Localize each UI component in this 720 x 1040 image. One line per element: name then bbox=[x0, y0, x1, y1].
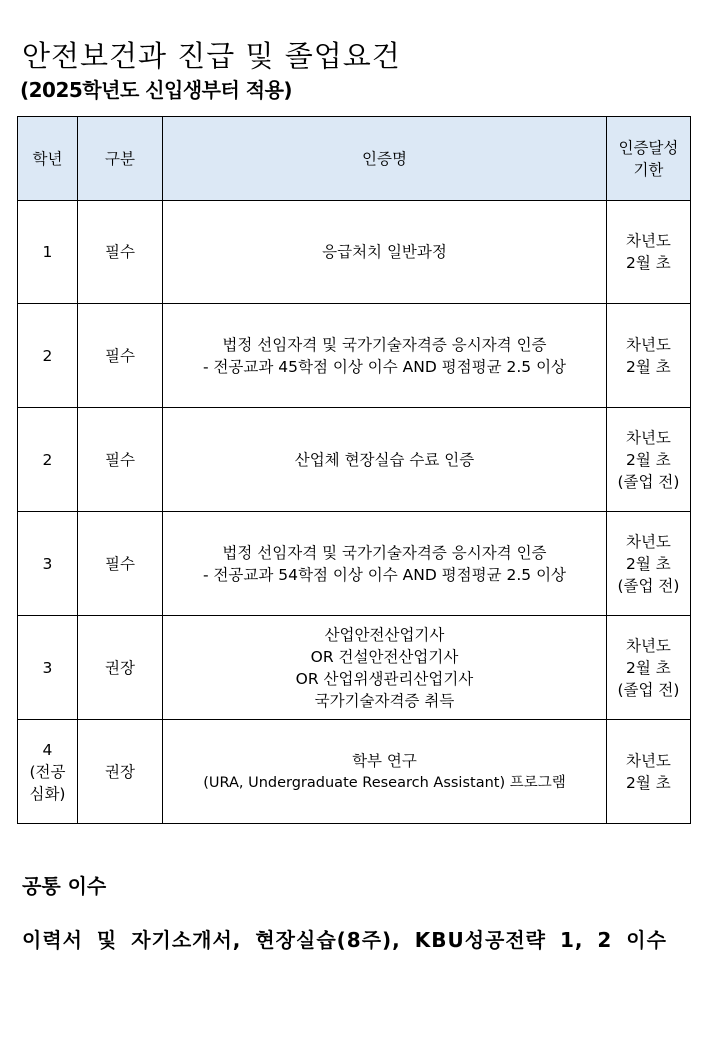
cert-line: 산업안전산업기사 bbox=[324, 625, 445, 644]
cell-type: 필수 bbox=[77, 408, 162, 512]
table-row bbox=[18, 512, 691, 616]
cert-line: 산업체 현장실습 수료 인증 bbox=[294, 450, 475, 469]
cell-year: 2 bbox=[18, 304, 78, 408]
cell-due: 차년도 2월 초 bbox=[606, 201, 690, 304]
cert-line: 응급처치 일반과정 bbox=[322, 243, 447, 261]
cell-due: 차년도 2월 초 (졸업 전) bbox=[606, 616, 690, 720]
common-requirements bbox=[22, 870, 682, 961]
cert-line: - 전공교과 45학점 이상 이수 AND 평점평균 2.5 이상 bbox=[202, 357, 567, 376]
header-due: 인증달성 기한 bbox=[606, 117, 690, 201]
cert-line: 법정 선임자격 및 국가기술자격증 응시자격 인증 bbox=[222, 543, 547, 562]
cell-due: 차년도 2월 초 bbox=[606, 304, 690, 408]
cert-line: 국가기술자격증 취득 bbox=[314, 691, 455, 710]
cell-type: 권장 bbox=[77, 720, 162, 824]
cell-cert bbox=[163, 304, 607, 408]
header-type: 구분 bbox=[77, 117, 162, 201]
cert-line: - 전공교과 54학점 이상 이수 AND 평점평균 2.5 이상 bbox=[202, 565, 567, 584]
cert-line: 학부 연구 bbox=[352, 751, 417, 770]
cell-year: 3 bbox=[18, 616, 78, 720]
cell-year: 4 (전공 심화) bbox=[18, 720, 78, 824]
cert-line: (URA, Undergraduate Research Assistant) 프로그램 bbox=[203, 774, 566, 791]
common-body: 이력서 및 자기소개서, 현장실습(8주), KBU성공전략 1, 2 이수 bbox=[22, 928, 667, 952]
header-year: 학년 bbox=[18, 117, 78, 201]
cell-year: 1 bbox=[18, 201, 78, 304]
table-row bbox=[18, 201, 691, 304]
cert-line: OR 건설안전산업기사 bbox=[310, 647, 459, 666]
cert-line: 법정 선임자격 및 국가기술자격증 응시자격 인증 bbox=[222, 335, 547, 354]
cell-year: 2 bbox=[18, 408, 78, 512]
table-header-row bbox=[18, 117, 691, 201]
cell-due: 차년도 2월 초 (졸업 전) bbox=[606, 512, 690, 616]
cell-cert bbox=[163, 720, 607, 824]
common-heading: 공통 이수 bbox=[22, 874, 107, 898]
page-title: 안전보건과 진급 및 졸업요건 bbox=[22, 39, 401, 73]
page-subtitle: (2025학년도 신입생부터 적용) bbox=[20, 78, 293, 102]
cell-cert bbox=[163, 408, 607, 512]
cell-cert bbox=[163, 201, 607, 304]
cell-due: 차년도 2월 초 bbox=[606, 720, 690, 824]
table-row bbox=[18, 720, 691, 824]
table-row bbox=[18, 408, 691, 512]
cell-due: 차년도 2월 초 (졸업 전) bbox=[606, 408, 690, 512]
cert-line: OR 산업위생관리산업기사 bbox=[295, 669, 474, 688]
cell-cert bbox=[163, 616, 607, 720]
cell-type: 권장 bbox=[77, 616, 162, 720]
table-row bbox=[18, 616, 691, 720]
cell-cert bbox=[163, 512, 607, 616]
cell-type: 필수 bbox=[77, 201, 162, 304]
header-cert: 인증명 bbox=[163, 117, 607, 201]
requirements-table bbox=[17, 116, 691, 824]
cell-year: 3 bbox=[18, 512, 78, 616]
table-row bbox=[18, 304, 691, 408]
cell-type: 필수 bbox=[77, 304, 162, 408]
cell-type: 필수 bbox=[77, 512, 162, 616]
